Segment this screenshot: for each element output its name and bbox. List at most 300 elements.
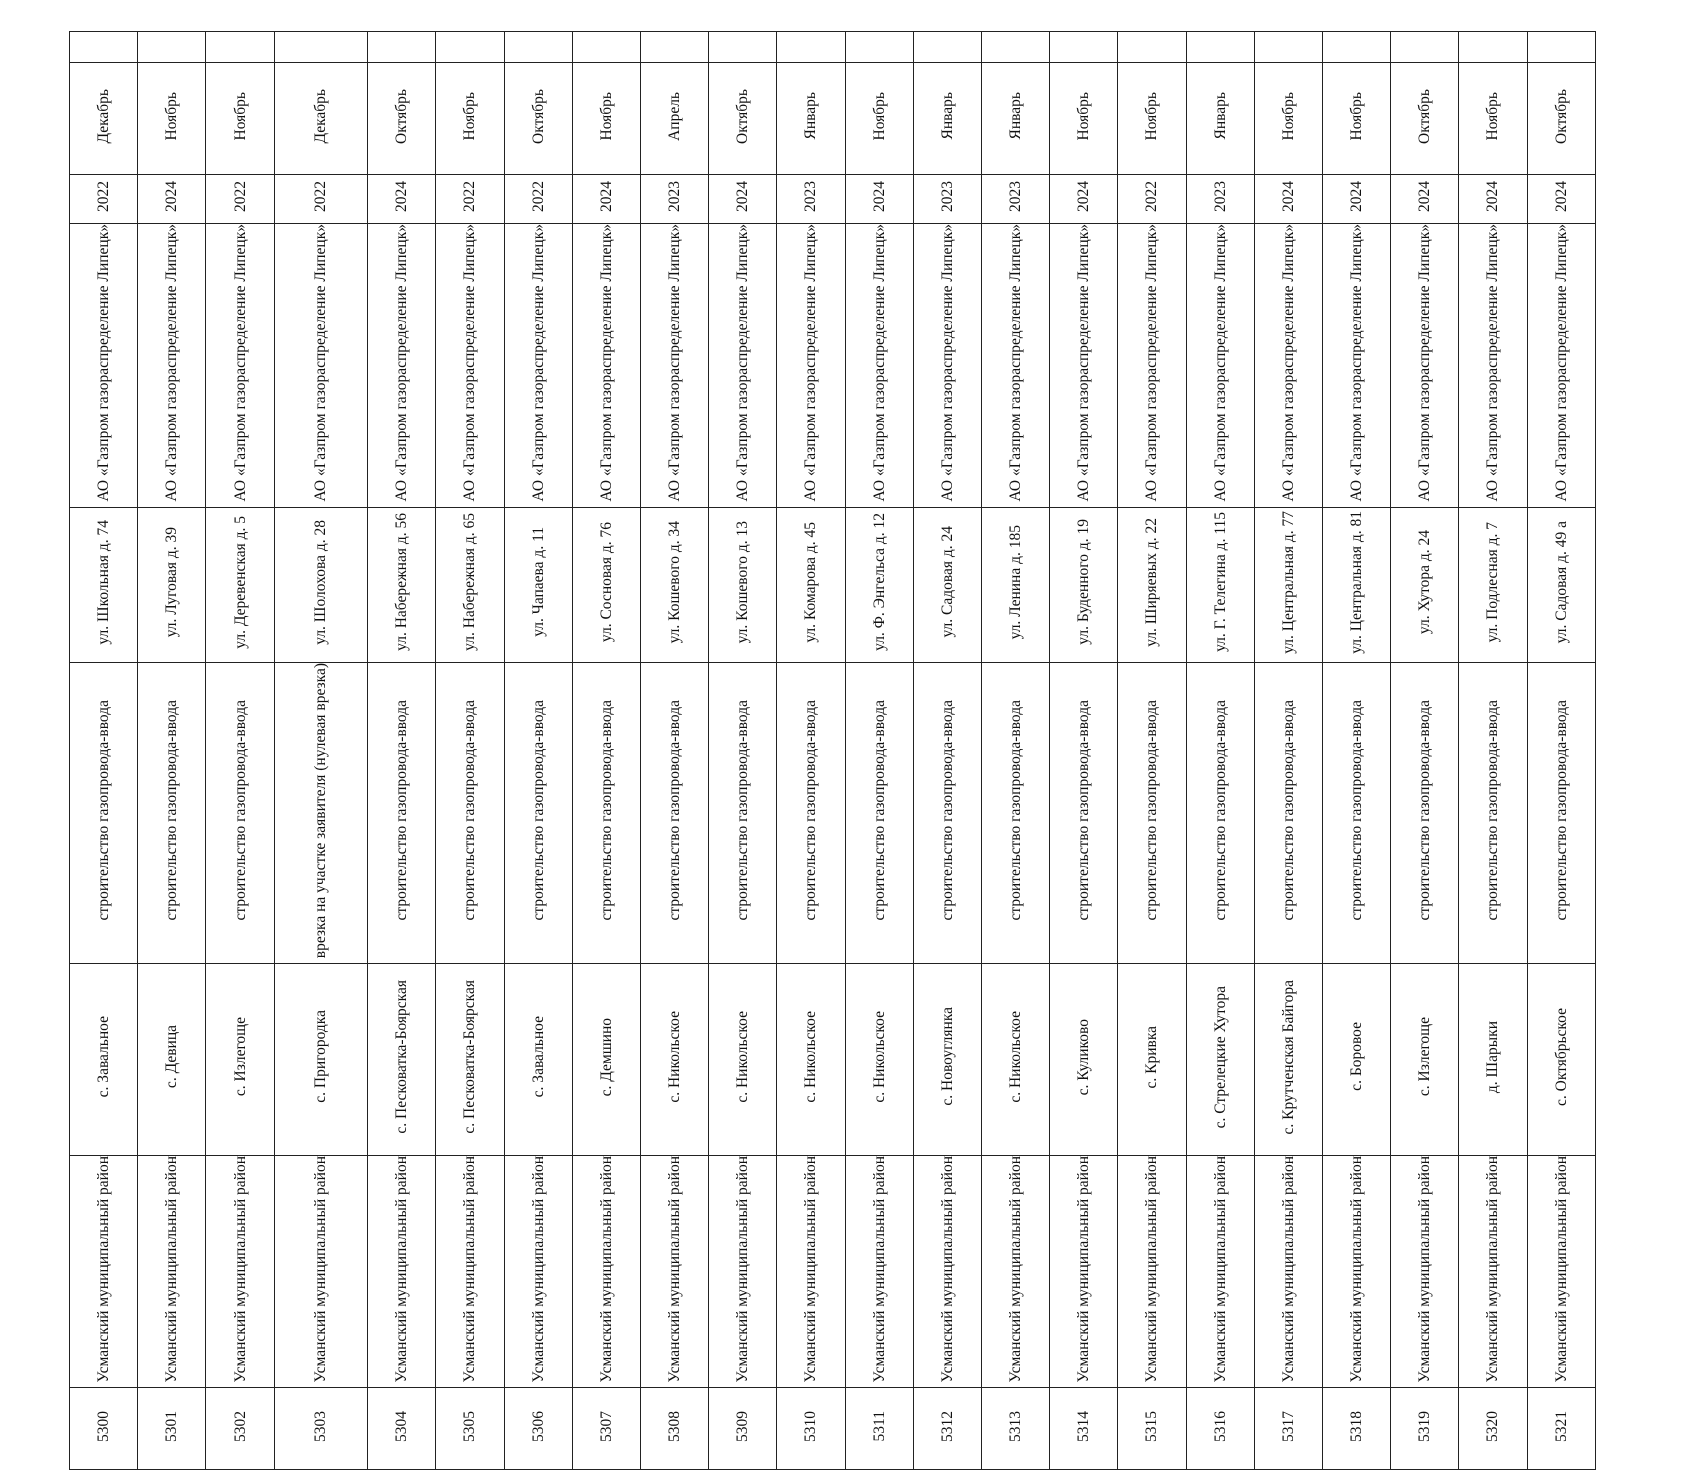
district-cell	[368, 1155, 436, 1387]
settlement-text: с. Никольское	[802, 1010, 820, 1103]
work-type-cell	[1186, 662, 1254, 963]
month-text: Январь	[1007, 92, 1025, 140]
district-text: Усманский муниципальный район	[529, 1155, 547, 1383]
month-text: Ноябрь	[1143, 91, 1161, 141]
year-cell	[981, 175, 1049, 224]
work-type-text: строительство газопровода-ввода	[666, 699, 684, 921]
record-number-cell	[1186, 1388, 1254, 1470]
note-cell	[1186, 32, 1254, 63]
year-cell	[1118, 175, 1186, 224]
note-cell	[981, 32, 1049, 63]
district-cell	[1527, 1155, 1595, 1387]
settlement-cell	[1186, 963, 1254, 1155]
organization-cell	[1050, 224, 1118, 508]
district-cell	[777, 1155, 845, 1387]
address-text: ул. Чапаева д. 11	[529, 527, 547, 637]
work-type-text: строительство газопровода-ввода	[1211, 699, 1229, 921]
note-cell	[274, 32, 368, 63]
month-cell	[1459, 63, 1527, 175]
organization-text: АО «Газпром газораспределение Липецк»	[1143, 224, 1161, 502]
district-text: Усманский муниципальный район	[1143, 1155, 1161, 1383]
year-cell	[436, 175, 504, 224]
address-text: ул. Деревенская д. 5	[231, 515, 249, 649]
month-cell	[1118, 63, 1186, 175]
record-number-cell	[70, 1388, 138, 1470]
work-type-text: строительство газопровода-ввода	[461, 699, 479, 921]
record-number-text: 5307	[597, 1410, 615, 1442]
work-type-cell	[368, 662, 436, 963]
year-cell	[274, 175, 368, 224]
address-text: ул. Садовая д. 24	[938, 526, 956, 638]
month-cell	[504, 63, 572, 175]
settlement-cell	[206, 963, 274, 1155]
district-cell	[1459, 1155, 1527, 1387]
district-cell	[70, 1155, 138, 1387]
organization-text: АО «Газпром газораспределение Липецк»	[95, 224, 113, 502]
district-cell	[845, 1155, 913, 1387]
work-type-text: строительство газопровода-ввода	[1348, 699, 1366, 921]
record-number-cell	[504, 1388, 572, 1470]
record-number-cell	[206, 1388, 274, 1470]
record-number-text: 5313	[1007, 1410, 1025, 1442]
settlement-cell	[436, 963, 504, 1155]
organization-cell	[504, 224, 572, 508]
work-type-cell	[138, 662, 206, 963]
settlement-text: д. Шарыки	[1484, 1020, 1502, 1093]
record-number-text: 5317	[1279, 1410, 1297, 1442]
year-text: 2022	[95, 181, 113, 212]
organization-cell	[572, 224, 640, 508]
address-text: ул. Г. Телегина д. 115	[1211, 512, 1229, 652]
note-cell	[206, 32, 274, 63]
work-type-cell	[845, 662, 913, 963]
address-cell	[436, 507, 504, 662]
organization-cell	[981, 224, 1049, 508]
record-number-text: 5300	[95, 1410, 113, 1442]
organization-text: АО «Газпром газораспределение Липецк»	[938, 224, 956, 502]
year-text: 2023	[802, 181, 820, 212]
district-cell	[1118, 1155, 1186, 1387]
organization-text: АО «Газпром газораспределение Липецк»	[1552, 224, 1570, 502]
district-cell	[1322, 1155, 1390, 1387]
month-cell	[777, 63, 845, 175]
note-cell	[1391, 32, 1459, 63]
year-cell	[777, 175, 845, 224]
address-text: ул. Центральная д. 77	[1279, 510, 1297, 654]
year-text: 2022	[529, 181, 547, 212]
record-number-cell	[1118, 1388, 1186, 1470]
year-text: 2024	[734, 181, 752, 212]
address-cell	[368, 507, 436, 662]
settlement-cell	[640, 963, 708, 1155]
work-type-text: врезка на участке заявителя (нулевая врезка)	[312, 662, 330, 958]
address-cell	[913, 507, 981, 662]
settlement-text: с. Завальное	[529, 1016, 547, 1098]
note-cell	[1322, 32, 1390, 63]
district-cell	[981, 1155, 1049, 1387]
year-cell	[572, 175, 640, 224]
district-text: Усманский муниципальный район	[870, 1155, 888, 1383]
note-cell	[1459, 32, 1527, 63]
settlement-cell	[1118, 963, 1186, 1155]
district-cell	[913, 1155, 981, 1387]
organization-cell	[640, 224, 708, 508]
year-text: 2024	[393, 181, 411, 212]
year-cell	[138, 175, 206, 224]
district-text: Усманский муниципальный район	[312, 1155, 330, 1383]
settlement-text: с. Пригородка	[312, 1010, 330, 1104]
settlement-cell	[1050, 963, 1118, 1155]
district-text: Усманский муниципальный район	[1416, 1155, 1434, 1383]
organization-text: АО «Газпром газораспределение Липецк»	[312, 224, 330, 502]
work-type-cell	[709, 662, 777, 963]
row-note	[70, 32, 1596, 63]
row-number	[70, 1388, 1596, 1470]
organization-text: АО «Газпром газораспределение Липецк»	[1211, 224, 1229, 502]
month-text: Январь	[938, 92, 956, 140]
month-cell	[436, 63, 504, 175]
district-cell	[504, 1155, 572, 1387]
address-text: ул. Шолохова д. 28	[312, 519, 330, 645]
district-text: Усманский муниципальный район	[461, 1155, 479, 1383]
address-text: ул. Кошевого д. 34	[666, 520, 684, 644]
year-text: 2024	[1416, 181, 1434, 212]
settlement-text: с. Никольское	[1007, 1010, 1025, 1103]
row-month	[70, 63, 1596, 175]
gas-connection-table	[69, 31, 1596, 1470]
settlement-text: с. Завальное	[95, 1016, 113, 1098]
work-type-cell	[1050, 662, 1118, 963]
organization-cell	[845, 224, 913, 508]
note-cell	[436, 32, 504, 63]
organization-cell	[777, 224, 845, 508]
work-type-cell	[1527, 662, 1595, 963]
district-cell	[1391, 1155, 1459, 1387]
year-text: 2022	[1143, 181, 1161, 212]
address-text: ул. Набережная д. 56	[393, 513, 411, 651]
organization-cell	[1459, 224, 1527, 508]
organization-text: АО «Газпром газораспределение Липецк»	[393, 224, 411, 502]
settlement-text: с. Излегоще	[1416, 1017, 1434, 1097]
month-cell	[1527, 63, 1595, 175]
note-cell	[1527, 32, 1595, 63]
note-cell	[845, 32, 913, 63]
settlement-text: с. Демшино	[597, 1017, 615, 1096]
work-type-cell	[504, 662, 572, 963]
organization-text: АО «Газпром газораспределение Липецк»	[1484, 224, 1502, 502]
work-type-text: строительство газопровода-ввода	[1552, 699, 1570, 921]
district-cell	[138, 1155, 206, 1387]
work-type-cell	[436, 662, 504, 963]
address-cell	[138, 507, 206, 662]
month-text: Декабрь	[312, 88, 330, 144]
district-text: Усманский муниципальный район	[1484, 1155, 1502, 1383]
district-cell	[436, 1155, 504, 1387]
address-cell	[572, 507, 640, 662]
work-type-cell	[1391, 662, 1459, 963]
settlement-cell	[274, 963, 368, 1155]
record-number-text: 5301	[163, 1410, 181, 1442]
address-cell	[274, 507, 368, 662]
address-cell	[640, 507, 708, 662]
district-text: Усманский муниципальный район	[938, 1155, 956, 1383]
settlement-cell	[1254, 963, 1322, 1155]
organization-text: АО «Газпром газораспределение Липецк»	[529, 224, 547, 502]
work-type-cell	[274, 662, 368, 963]
work-type-cell	[70, 662, 138, 963]
address-cell	[709, 507, 777, 662]
organization-cell	[1186, 224, 1254, 508]
settlement-cell	[845, 963, 913, 1155]
organization-cell	[1254, 224, 1322, 508]
record-number-text: 5311	[870, 1411, 888, 1442]
record-number-cell	[1322, 1388, 1390, 1470]
district-text: Усманский муниципальный район	[1348, 1155, 1366, 1383]
settlement-text: с. Крутченская Байгора	[1279, 979, 1297, 1135]
settlement-text: с. Новоуглянка	[938, 1007, 956, 1107]
settlement-cell	[1391, 963, 1459, 1155]
address-text: ул. Ф. Энгельса д. 12	[870, 513, 888, 651]
address-cell	[1186, 507, 1254, 662]
work-type-cell	[640, 662, 708, 963]
note-cell	[913, 32, 981, 63]
month-cell	[1254, 63, 1322, 175]
record-number-text: 5302	[231, 1410, 249, 1442]
month-text: Ноябрь	[461, 91, 479, 141]
month-text: Октябрь	[1552, 88, 1570, 144]
work-type-text: строительство газопровода-ввода	[163, 699, 181, 921]
address-text: ул. Ленина д. 185	[1007, 524, 1025, 640]
note-cell	[572, 32, 640, 63]
work-type-text: строительство газопровода-ввода	[95, 699, 113, 921]
year-cell	[70, 175, 138, 224]
settlement-cell	[1459, 963, 1527, 1155]
settlement-text: с. Куликово	[1075, 1018, 1093, 1095]
month-cell	[274, 63, 368, 175]
settlement-cell	[504, 963, 572, 1155]
district-cell	[206, 1155, 274, 1387]
record-number-text: 5316	[1211, 1410, 1229, 1442]
record-number-text: 5320	[1484, 1410, 1502, 1442]
year-text: 2022	[231, 181, 249, 212]
district-text: Усманский муниципальный район	[1007, 1155, 1025, 1383]
organization-cell	[70, 224, 138, 508]
district-text: Усманский муниципальный район	[393, 1155, 411, 1383]
address-cell	[845, 507, 913, 662]
record-number-cell	[709, 1388, 777, 1470]
record-number-cell	[1254, 1388, 1322, 1470]
address-text: ул. Хутора д. 24	[1416, 529, 1434, 635]
organization-text: АО «Газпром газораспределение Липецк»	[1416, 224, 1434, 502]
note-cell	[138, 32, 206, 63]
month-text: Октябрь	[393, 88, 411, 144]
record-number-cell	[640, 1388, 708, 1470]
record-number-cell	[436, 1388, 504, 1470]
year-text: 2024	[163, 181, 181, 212]
note-cell	[368, 32, 436, 63]
district-text: Усманский муниципальный район	[597, 1155, 615, 1383]
settlement-cell	[572, 963, 640, 1155]
organization-text: АО «Газпром газораспределение Липецк»	[802, 224, 820, 502]
organization-text: АО «Газпром газораспределение Липецк»	[1348, 224, 1366, 502]
record-number-text: 5306	[529, 1410, 547, 1442]
record-number-cell	[1459, 1388, 1527, 1470]
year-cell	[504, 175, 572, 224]
address-cell	[1118, 507, 1186, 662]
year-cell	[845, 175, 913, 224]
note-cell	[1050, 32, 1118, 63]
month-text: Ноябрь	[1279, 91, 1297, 141]
month-cell	[1391, 63, 1459, 175]
work-type-text: строительство газопровода-ввода	[1416, 699, 1434, 921]
settlement-text: с. Излегоще	[231, 1017, 249, 1097]
year-text: 2024	[870, 181, 888, 212]
district-cell	[572, 1155, 640, 1387]
district-text: Усманский муниципальный район	[163, 1155, 181, 1383]
record-number-text: 5321	[1552, 1410, 1570, 1442]
address-text: ул. Центральная д. 81	[1348, 510, 1366, 654]
record-number-text: 5305	[461, 1410, 479, 1442]
year-cell	[640, 175, 708, 224]
year-text: 2023	[666, 181, 684, 212]
address-cell	[206, 507, 274, 662]
address-cell	[1050, 507, 1118, 662]
record-number-text: 5314	[1075, 1410, 1093, 1442]
settlement-cell	[368, 963, 436, 1155]
work-type-text: строительство газопровода-ввода	[1484, 699, 1502, 921]
organization-cell	[206, 224, 274, 508]
work-type-cell	[572, 662, 640, 963]
district-text: Усманский муниципальный район	[734, 1155, 752, 1383]
row-org	[70, 224, 1596, 508]
work-type-text: строительство газопровода-ввода	[231, 699, 249, 921]
year-cell	[709, 175, 777, 224]
note-cell	[709, 32, 777, 63]
organization-cell	[436, 224, 504, 508]
work-type-cell	[981, 662, 1049, 963]
organization-cell	[274, 224, 368, 508]
month-cell	[640, 63, 708, 175]
organization-text: АО «Газпром газораспределение Липецк»	[461, 224, 479, 502]
address-text: ул. Набережная д. 65	[461, 513, 479, 651]
settlement-text: с. Песковатка-Боярская	[393, 979, 411, 1134]
month-text: Январь	[1211, 92, 1229, 140]
month-cell	[981, 63, 1049, 175]
month-cell	[368, 63, 436, 175]
year-text: 2024	[1484, 181, 1502, 212]
month-text: Январь	[802, 92, 820, 140]
district-cell	[274, 1155, 368, 1387]
year-cell	[368, 175, 436, 224]
work-type-text: строительство газопровода-ввода	[1143, 699, 1161, 921]
record-number-text: 5319	[1416, 1410, 1434, 1442]
year-cell	[1050, 175, 1118, 224]
settlement-cell	[777, 963, 845, 1155]
organization-cell	[1391, 224, 1459, 508]
year-text: 2024	[1348, 181, 1366, 212]
district-text: Усманский муниципальный район	[231, 1155, 249, 1383]
address-text: ул. Луговая д. 39	[163, 526, 181, 638]
record-number-text: 5318	[1348, 1410, 1366, 1442]
settlement-cell	[913, 963, 981, 1155]
district-text: Усманский муниципальный район	[1552, 1155, 1570, 1383]
settlement-cell	[70, 963, 138, 1155]
organization-text: АО «Газпром газораспределение Липецк»	[666, 224, 684, 502]
record-number-cell	[913, 1388, 981, 1470]
month-text: Ноябрь	[1348, 91, 1366, 141]
month-cell	[1322, 63, 1390, 175]
note-cell	[777, 32, 845, 63]
work-type-text: строительство газопровода-ввода	[1279, 699, 1297, 921]
record-number-text: 5304	[393, 1410, 411, 1442]
row-settlement	[70, 963, 1596, 1155]
district-text: Усманский муниципальный район	[1075, 1155, 1093, 1383]
year-text: 2024	[597, 181, 615, 212]
organization-cell	[1322, 224, 1390, 508]
district-text: Усманский муниципальный район	[1211, 1155, 1229, 1383]
year-cell	[1459, 175, 1527, 224]
work-type-cell	[1254, 662, 1322, 963]
month-cell	[913, 63, 981, 175]
month-cell	[845, 63, 913, 175]
settlement-text: с. Девица	[163, 1025, 181, 1089]
organization-cell	[913, 224, 981, 508]
address-cell	[1322, 507, 1390, 662]
year-cell	[1391, 175, 1459, 224]
district-cell	[1254, 1155, 1322, 1387]
note-cell	[1118, 32, 1186, 63]
row-work	[70, 662, 1596, 963]
organization-text: АО «Газпром газораспределение Липецк»	[870, 224, 888, 502]
organization-cell	[709, 224, 777, 508]
address-cell	[70, 507, 138, 662]
year-text: 2023	[1211, 181, 1229, 212]
work-type-text: строительство газопровода-ввода	[870, 699, 888, 921]
organization-text: АО «Газпром газораспределение Липецк»	[597, 224, 615, 502]
year-cell	[913, 175, 981, 224]
month-text: Ноябрь	[163, 91, 181, 141]
organization-cell	[1527, 224, 1595, 508]
work-type-cell	[913, 662, 981, 963]
organization-text: АО «Газпром газораспределение Липецк»	[1279, 224, 1297, 502]
year-cell	[206, 175, 274, 224]
settlement-text: с. Октябрьское	[1552, 1007, 1570, 1106]
month-text: Ноябрь	[1484, 91, 1502, 141]
address-text: ул. Буденного д. 19	[1075, 519, 1093, 645]
district-text: Усманский муниципальный район	[1279, 1155, 1297, 1383]
year-text: 2023	[938, 181, 956, 212]
record-number-cell	[1391, 1388, 1459, 1470]
address-text: ул. Сосновая д. 76	[597, 522, 615, 643]
month-text: Ноябрь	[597, 91, 615, 141]
settlement-text: с. Никольское	[734, 1010, 752, 1103]
address-cell	[981, 507, 1049, 662]
year-cell	[1527, 175, 1595, 224]
month-text: Октябрь	[1416, 88, 1434, 144]
month-cell	[70, 63, 138, 175]
address-cell	[1527, 507, 1595, 662]
organization-text: АО «Газпром газораспределение Липецк»	[231, 224, 249, 502]
settlement-cell	[981, 963, 1049, 1155]
organization-cell	[138, 224, 206, 508]
work-type-cell	[206, 662, 274, 963]
month-text: Декабрь	[95, 88, 113, 144]
work-type-text: строительство газопровода-ввода	[1075, 699, 1093, 921]
record-number-text: 5303	[312, 1410, 330, 1442]
month-text: Апрель	[666, 91, 684, 141]
address-text: ул. Кошевого д. 13	[734, 520, 752, 644]
year-text: 2024	[1279, 181, 1297, 212]
